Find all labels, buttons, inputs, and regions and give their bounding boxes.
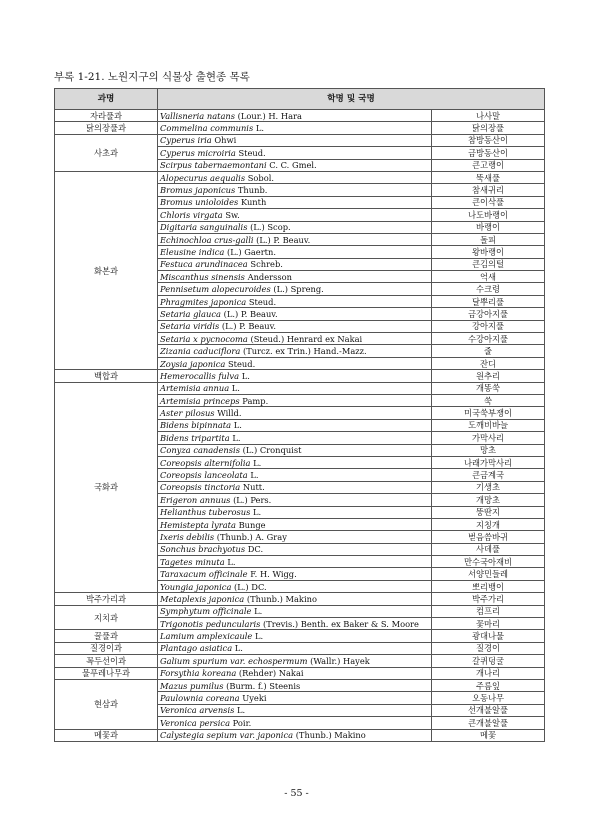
species-author: (Trevis.) Benth. ex Baker & S. Moore (263, 618, 419, 629)
korean-name-cell: 광대나물 (432, 630, 545, 642)
scientific-name-cell (158, 134, 432, 146)
table-body (55, 110, 545, 742)
scientific-name-cell (158, 196, 432, 208)
scientific-name-cell (158, 556, 432, 568)
scientific-name-cell (158, 432, 432, 444)
korean-name-cell: 뽀리뱅이 (432, 580, 545, 592)
species-author: (L.) Cronquist (242, 445, 302, 456)
species-author: L. (253, 457, 262, 468)
korean-name-cell: 금방동산이 (432, 147, 545, 159)
scientific-name-cell (158, 271, 432, 283)
korean-name-cell: 나도바랭이 (432, 209, 545, 221)
korean-name-cell: 억새 (432, 271, 545, 283)
species-author: (L.) P. Beauv. (256, 234, 311, 245)
species-binomial: Taraxacum officinale (160, 569, 248, 580)
scientific-name-cell (158, 580, 432, 592)
species-author: (Rehder) Nakai (238, 668, 304, 679)
scientific-name-cell (158, 531, 432, 543)
korean-name-cell: 개망초 (432, 494, 545, 506)
species-author: C. C. Gmel. (269, 160, 317, 171)
table-row (55, 679, 545, 691)
species-binomial: Metaplexis japonica (160, 593, 245, 604)
species-table (54, 88, 545, 742)
family-cell: 닭의장풀과 (55, 122, 158, 134)
scientific-name-cell (158, 593, 432, 605)
table-row (55, 655, 545, 667)
species-binomial: Pennisetum alopecuroides (160, 284, 271, 295)
species-author: L. (237, 705, 246, 716)
family-cell: 물푸레나무과 (55, 667, 158, 679)
species-author: L. (227, 556, 236, 567)
species-author: (L.) P. Beauv. (221, 321, 276, 332)
species-author: (L.) Gaertn. (226, 246, 276, 257)
korean-name-cell: 수강아지풀 (432, 333, 545, 345)
korean-name-cell: 꽃마리 (432, 618, 545, 630)
scientific-name-cell (158, 382, 432, 394)
scientific-name-cell (158, 233, 432, 245)
scientific-name-cell (158, 333, 432, 345)
scientific-name-cell (158, 543, 432, 555)
korean-name-cell: 뚱딴지 (432, 506, 545, 518)
korean-name-cell: 큰김의털 (432, 258, 545, 270)
korean-name-cell: 박주가리 (432, 593, 545, 605)
species-binomial: Digitaria sanguinalis (160, 222, 248, 233)
species-author: Sobol. (247, 172, 275, 183)
scientific-name-cell (158, 494, 432, 506)
species-binomial: Veronica persica (160, 717, 231, 728)
korean-name-cell: 미국쑥부쟁이 (432, 407, 545, 419)
species-binomial: Mazus pumilus (160, 680, 224, 691)
scientific-name-cell (158, 481, 432, 493)
species-author: DC. (247, 544, 264, 555)
species-binomial: Veronica arvensis (160, 705, 235, 716)
korean-name-cell: 지칭개 (432, 518, 545, 530)
table-row (55, 729, 545, 741)
species-binomial: Bidens tripartita (160, 432, 230, 443)
scientific-name-cell (158, 642, 432, 654)
table-row (55, 630, 545, 642)
species-binomial: Chloris virgata (160, 209, 223, 220)
species-binomial: Paulownia coreana (160, 693, 240, 704)
species-binomial: Tagetes minuta (160, 556, 225, 567)
table-row (55, 605, 545, 617)
korean-name-cell: 닭의장풀 (432, 122, 545, 134)
table-row (55, 171, 545, 183)
table-row (55, 667, 545, 679)
scientific-name-cell (158, 717, 432, 729)
scientific-name-cell (158, 469, 432, 481)
scientific-name-cell (158, 518, 432, 530)
family-cell: 국화과 (55, 382, 158, 593)
korean-name-cell: 컴프리 (432, 605, 545, 617)
species-author: (L.) Pers. (233, 494, 272, 505)
species-author: Andersson (247, 271, 292, 282)
species-binomial: Helianthus tuberosus (160, 507, 251, 518)
species-binomial: Calystegia sepium var. japonica (160, 730, 294, 741)
species-author: (Wallr.) Hayek (310, 655, 370, 666)
species-binomial: Erigeron annuus (160, 494, 231, 505)
korean-name-cell: 개똥쑥 (432, 382, 545, 394)
scientific-name-cell (158, 679, 432, 691)
species-author: Uyeki (242, 693, 267, 704)
korean-name-cell: 서양민들레 (432, 568, 545, 580)
species-author: (Thunb.) Makino (295, 730, 366, 741)
scientific-name-cell (158, 110, 432, 122)
scientific-name-cell (158, 630, 432, 642)
species-author: Bunge (238, 519, 266, 530)
species-author: Sw. (225, 209, 240, 220)
species-binomial: Bromus unioloides (160, 197, 239, 208)
family-cell: 박주가리과 (55, 593, 158, 605)
scientific-name-cell (158, 345, 432, 357)
species-binomial: Eleusine indica (160, 246, 225, 257)
scientific-name-cell (158, 692, 432, 704)
species-author: L. (231, 383, 240, 394)
korean-name-cell: 바랭이 (432, 221, 545, 233)
korean-name-cell: 벋음씀바귀 (432, 531, 545, 543)
table-row (55, 110, 545, 122)
scientific-name-cell (158, 419, 432, 431)
species-author: Poir. (232, 717, 252, 728)
species-binomial: Miscanthus sinensis (160, 271, 245, 282)
korean-name-cell: 잔디 (432, 357, 545, 369)
table-row (55, 642, 545, 654)
korean-name-cell: 주름잎 (432, 679, 545, 691)
species-author: (Turcz. ex Trin.) Hand.-Mazz. (242, 346, 367, 357)
species-author: (Thunb.) A. Gray (216, 531, 287, 542)
scientific-name-cell (158, 618, 432, 630)
species-binomial: Festuca arundinacea (160, 259, 248, 270)
species-binomial: Alopecurus aequalis (160, 172, 246, 183)
korean-name-cell: 사데풀 (432, 543, 545, 555)
korean-name-cell: 참방동산이 (432, 134, 545, 146)
species-binomial: Zizania caduciflora (160, 346, 241, 357)
species-author: Kunth (240, 197, 267, 208)
species-binomial: Artemisia princeps (160, 395, 240, 406)
table-header-row (55, 89, 545, 110)
scientific-name-cell (158, 209, 432, 221)
species-author: (Steud.) Henrard ex Nakai (250, 333, 363, 344)
family-cell: 현삼과 (55, 679, 158, 729)
species-author: L. (255, 631, 264, 642)
scientific-name-cell (158, 605, 432, 617)
species-binomial: Forsythia koreana (160, 668, 237, 679)
header-name: 학명 및 국명 (158, 89, 545, 110)
table-row (55, 593, 545, 605)
korean-name-cell: 가막사리 (432, 432, 545, 444)
species-binomial: Ixeris debilis (160, 531, 215, 542)
scientific-name-cell (158, 258, 432, 270)
korean-name-cell: 강아지풀 (432, 320, 545, 332)
korean-name-cell: 원추리 (432, 370, 545, 382)
korean-name-cell: 큰이삭풀 (432, 196, 545, 208)
scientific-name-cell (158, 184, 432, 196)
species-binomial: Lamium amplexicaule (160, 631, 253, 642)
korean-name-cell: 메꽃 (432, 729, 545, 741)
korean-name-cell: 큰금계국 (432, 469, 545, 481)
species-binomial: Setaria viridis (160, 321, 220, 332)
species-author: (L.) DC. (234, 581, 267, 592)
korean-name-cell: 만수국아재비 (432, 556, 545, 568)
species-author: L. (255, 123, 264, 134)
scientific-name-cell (158, 667, 432, 679)
scientific-name-cell (158, 320, 432, 332)
species-binomial: Vallisneria natans (160, 110, 236, 121)
species-author: Schreb. (250, 259, 283, 270)
family-cell: 백합과 (55, 370, 158, 382)
korean-name-cell: 돌피 (432, 233, 545, 245)
korean-name-cell: 수크령 (432, 283, 545, 295)
species-binomial: Galium spurium var. echospermum (160, 655, 308, 666)
species-author: Steud. (238, 147, 266, 158)
korean-name-cell: 도깨비바늘 (432, 419, 545, 431)
species-author: (L.) P. Beauv. (223, 308, 278, 319)
table-row (55, 370, 545, 382)
family-cell: 질경이과 (55, 642, 158, 654)
scientific-name-cell (158, 456, 432, 468)
species-author: (L.) Scop. (250, 222, 291, 233)
species-binomial: Setaria glauca (160, 308, 221, 319)
species-binomial: Cyperus microiria (160, 147, 236, 158)
scientific-name-cell (158, 246, 432, 258)
scientific-name-cell (158, 394, 432, 406)
species-author: (Thunb.) Makino (246, 593, 317, 604)
species-author: Steud. (248, 296, 277, 307)
scientific-name-cell (158, 729, 432, 741)
korean-name-cell: 달뿌리풀 (432, 295, 545, 307)
korean-name-cell: 개나리 (432, 667, 545, 679)
species-binomial: Coreopsis alternifolia (160, 457, 251, 468)
korean-name-cell: 큰개불알풀 (432, 717, 545, 729)
species-author: (L.) Spreng. (273, 284, 324, 295)
korean-name-cell: 선개불알풀 (432, 704, 545, 716)
species-binomial: Setaria x pycnocoma (160, 333, 248, 344)
scientific-name-cell (158, 444, 432, 456)
species-author: (Lour.) H. Hara (237, 110, 302, 121)
species-author: L. (254, 606, 263, 617)
scientific-name-cell (158, 147, 432, 159)
species-binomial: Youngia japonica (160, 581, 232, 592)
scientific-name-cell (158, 283, 432, 295)
species-binomial: Bromus japonicus (160, 185, 236, 196)
species-binomial: Coreopsis tinctoria (160, 482, 241, 493)
korean-name-cell: 큰고랭이 (432, 159, 545, 171)
family-cell: 사초과 (55, 134, 158, 171)
species-binomial: Aster pilosus (160, 408, 215, 419)
table-caption: 부록 1-21. 노원지구의 식물상 출현종 목록 (54, 71, 250, 83)
species-binomial: Plantago asiatica (160, 643, 233, 654)
species-binomial: Sonchus brachyotus (160, 544, 246, 555)
species-binomial: Cyperus iria (160, 135, 212, 146)
species-author: Ohwi (214, 135, 237, 146)
species-author: L. (250, 470, 259, 481)
korean-name-cell: 기생초 (432, 481, 545, 493)
species-author: L. (232, 432, 241, 443)
korean-name-cell: 금강아지풀 (432, 308, 545, 320)
species-binomial: Phragmites japonica (160, 296, 247, 307)
scientific-name-cell (158, 704, 432, 716)
scientific-name-cell (158, 221, 432, 233)
family-cell: 자라풀과 (55, 110, 158, 122)
species-binomial: Echinochloa crus-galli (160, 234, 254, 245)
korean-name-cell: 갈퀴덩굴 (432, 655, 545, 667)
species-author: Thunb. (237, 185, 268, 196)
scientific-name-cell (158, 568, 432, 580)
korean-name-cell: 참새귀리 (432, 184, 545, 196)
scientific-name-cell (158, 171, 432, 183)
korean-name-cell: 망초 (432, 444, 545, 456)
family-cell: 꿀풀과 (55, 630, 158, 642)
species-binomial: Hemerocallis fulva (160, 370, 240, 381)
family-cell: 지치과 (55, 605, 158, 630)
species-binomial: Conyza canadensis (160, 445, 240, 456)
species-author: L. (233, 420, 242, 431)
family-cell: 화본과 (55, 171, 158, 369)
species-binomial: Trigonotis peduncularis (160, 618, 261, 629)
scientific-name-cell (158, 407, 432, 419)
korean-name-cell: 왕바랭이 (432, 246, 545, 258)
scientific-name-cell (158, 370, 432, 382)
species-author: Steud. (228, 358, 256, 369)
scientific-name-cell (158, 159, 432, 171)
scientific-name-cell (158, 506, 432, 518)
species-author: Nutt. (242, 482, 265, 493)
scientific-name-cell (158, 122, 432, 134)
species-author: L. (253, 507, 262, 518)
korean-name-cell: 나래가막사리 (432, 456, 545, 468)
species-binomial: Hemistepta lyrata (160, 519, 236, 530)
korean-name-cell: 뚝새풀 (432, 171, 545, 183)
family-cell: 메꽃과 (55, 729, 158, 741)
korean-name-cell: 쑥 (432, 394, 545, 406)
scientific-name-cell (158, 357, 432, 369)
species-binomial: Artemisia annua (160, 383, 230, 394)
scientific-name-cell (158, 308, 432, 320)
species-binomial: Commelina communis (160, 123, 254, 134)
table-row (55, 122, 545, 134)
table-row (55, 382, 545, 394)
korean-name-cell: 질경이 (432, 642, 545, 654)
korean-name-cell: 오동나무 (432, 692, 545, 704)
species-binomial: Coreopsis lanceolata (160, 470, 248, 481)
species-author: Pamp. (242, 395, 269, 406)
species-author: L. (234, 643, 243, 654)
species-author: L. (241, 370, 250, 381)
table-row (55, 134, 545, 146)
species-author: (Burm. f.) Steenis (226, 680, 301, 691)
header-family: 과명 (55, 89, 158, 110)
species-author: Willd. (217, 408, 242, 419)
korean-name-cell: 나사말 (432, 110, 545, 122)
species-binomial: Symphytum officinale (160, 606, 252, 617)
species-binomial: Bidens bipinnata (160, 420, 232, 431)
scientific-name-cell (158, 655, 432, 667)
species-binomial: Zoysia japonica (160, 358, 226, 369)
korean-name-cell: 줄 (432, 345, 545, 357)
species-author: F. H. Wigg. (250, 569, 297, 580)
species-binomial: Scirpus tabernaemontani (160, 160, 267, 171)
page-number: - 55 - (284, 788, 309, 799)
family-cell: 꼭두선이과 (55, 655, 158, 667)
scientific-name-cell (158, 295, 432, 307)
